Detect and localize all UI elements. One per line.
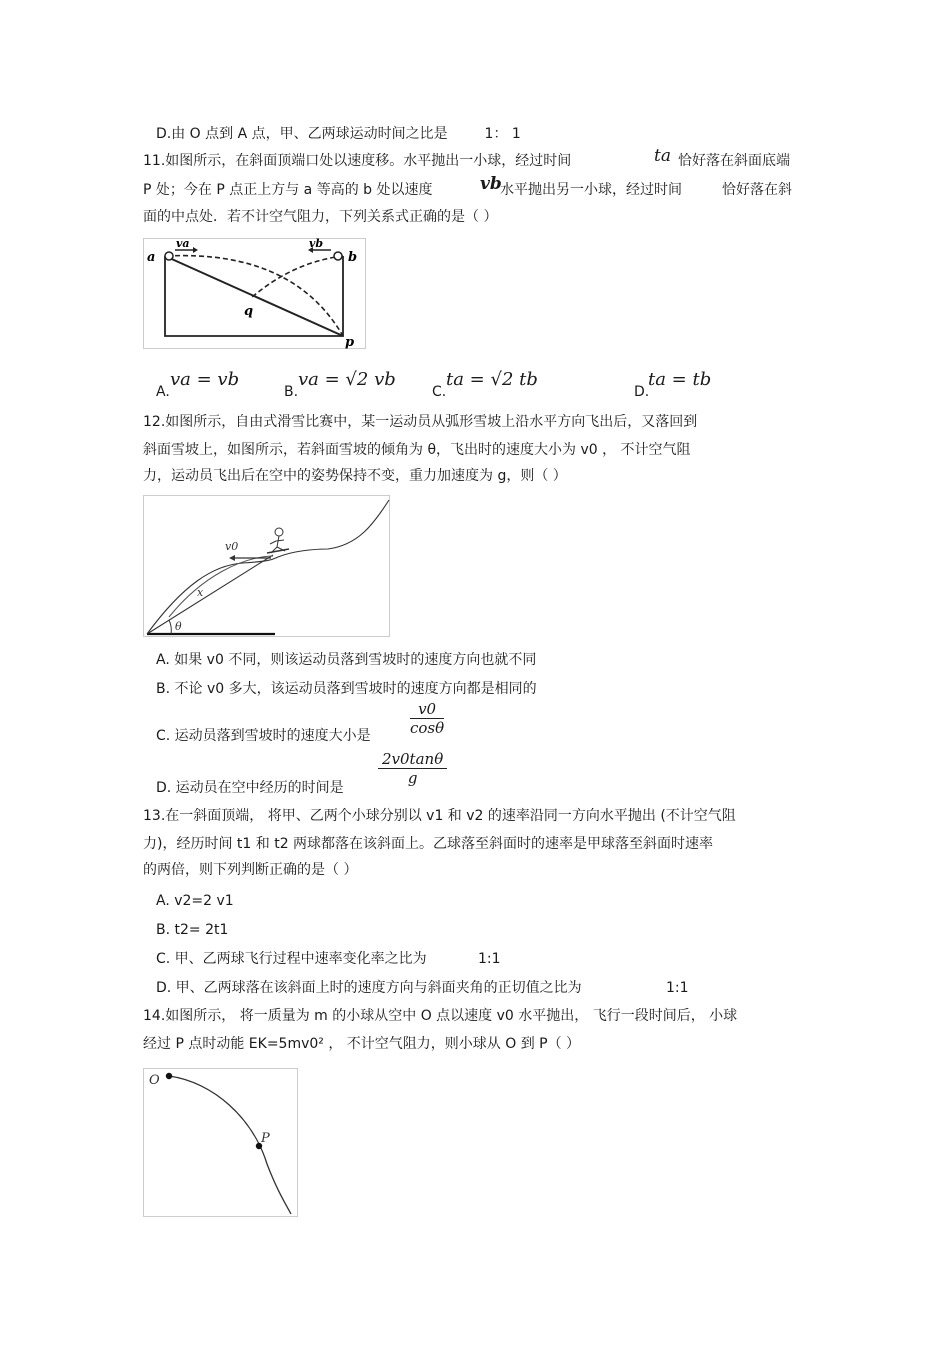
q13-stem-line2: 力)，经历时间 t1 和 t2 两球都落在该斜面上。乙球落至斜面时的速率是甲球落至斜面时速率 xyxy=(143,836,714,852)
q11-stem-line1 xyxy=(143,151,571,171)
q10-option-d xyxy=(156,124,521,144)
q10-option-d-ratio: 1： 1 xyxy=(484,126,521,142)
q11-option-b-formula: va = √2 vb xyxy=(298,369,396,390)
q13-stem-line1: 13.在一斜面顶端， 将甲、乙两个小球分别以 v1 和 v2 的速率沿同一方向水平抛出 (不计空气阻 xyxy=(143,808,736,824)
q11-option-b-letter: B. xyxy=(284,384,299,400)
q12-option-d-fraction xyxy=(378,750,447,787)
q13-option-d: D. 甲、乙两球落在该斜面上时的速度方向与斜面夹角的正切值之比为 xyxy=(156,980,582,996)
q11-line1-text: 11.如图所示，在斜面顶端口处以速度移。水平抛出一小球，经过时间 xyxy=(143,153,572,169)
q13-option-a: A. v2=2 v1 xyxy=(156,893,234,909)
q12-option-d-numerator: 2v0tanθ xyxy=(378,750,447,769)
q11-figure xyxy=(143,238,367,350)
q11-stem-line3: 面的中点处．若不计空气阻力，下列关系式正确的是（ ） xyxy=(143,209,498,225)
q11-option-c-formula: ta = √2 tb xyxy=(446,369,538,390)
q12-option-c: C. 运动员落到雪坡时的速度大小是 xyxy=(156,728,371,744)
q12-option-c-numerator: v0 xyxy=(410,700,444,719)
q11-figure-ball-a xyxy=(165,252,173,260)
q12-figure-label-theta: θ xyxy=(175,620,182,633)
q12-option-c-fraction xyxy=(410,700,444,737)
q11-figure-label-va: va xyxy=(176,238,190,250)
q12-stem-line3: 力，运动员飞出后在空中的姿势保持不变，重力加速度为 g，则（ ） xyxy=(143,468,567,484)
q13-option-d-ratio: 1:1 xyxy=(666,980,689,996)
q14-figure xyxy=(143,1068,301,1218)
q13-option-c: C. 甲、乙两球飞行过程中速率变化率之比为 xyxy=(156,951,427,967)
q12-figure xyxy=(143,495,391,637)
q11-stem-line2a: P 处；今在 P 点正上方与 a 等高的 b 处以速度 xyxy=(143,182,433,198)
q11-figure-ball-b xyxy=(334,252,342,260)
q12-option-c-denominator: cosθ xyxy=(410,719,445,737)
q11-symbol-ta: ta xyxy=(654,146,671,166)
q11-option-c-letter: C. xyxy=(432,384,447,400)
q14-stem-line1: 14.如图所示， 将一质量为 m 的小球从空中 O 点以速度 v0 水平抛出， 飞行一段时间后， 小球 xyxy=(143,1008,738,1024)
q11-stem-line2c: 恰好落在斜 xyxy=(722,182,792,198)
q11-figure-label-a: a xyxy=(147,250,156,265)
q12-option-b: B. 不论 v0 多大，该运动员落到雪坡时的速度方向都是相同的 xyxy=(156,681,537,697)
q11-figure-label-b: b xyxy=(348,250,358,265)
q12-option-d-denominator: g xyxy=(407,769,418,787)
q13-stem-line3: 的两倍，则下列判断正确的是（ ） xyxy=(143,862,358,878)
q11-option-d-letter: D. xyxy=(634,384,650,400)
q12-figure-label-x: x xyxy=(197,586,204,599)
q10-option-d-text: D.由 O 点到 A 点，甲、乙两球运动时间之比是 xyxy=(156,126,448,142)
q12-option-d: D. 运动员在空中经历的时间是 xyxy=(156,780,344,796)
q11-symbol-vb: vb xyxy=(480,174,502,194)
q11-figure-label-p: p xyxy=(345,335,355,350)
q12-stem-line1: 12.如图所示，自由式滑雪比赛中，某一运动员从弧形雪坡上沿水平方向飞出后，又落回到 xyxy=(143,414,698,430)
q12-option-a: A. 如果 v0 不同，则该运动员落到雪坡时的速度方向也就不同 xyxy=(156,652,537,668)
q13-option-c-ratio: 1:1 xyxy=(478,951,501,967)
q12-stem-line2: 斜面雪坡上，如图所示，若斜面雪坡的倾角为 θ，飞出时的速度大小为 v0 ， 不计空气阻 xyxy=(143,442,691,458)
q12-figure-label-v0: v0 xyxy=(225,540,239,553)
q13-option-b: B. t2= 2t1 xyxy=(156,922,229,938)
q11-option-d-formula: ta = tb xyxy=(648,369,712,390)
q11-figure-label-vb: vb xyxy=(309,238,324,250)
q11-figure-label-q: q xyxy=(244,304,254,319)
q14-stem-line2: 经过 P 点时动能 EK=5mv0² ， 不计空气阻力，则小球从 O 到 P（ ） xyxy=(143,1036,581,1052)
q11-stem-line2b: 水平抛出另一小球，经过时间 xyxy=(500,182,682,198)
q11-option-a-formula: va = vb xyxy=(170,369,240,390)
q14-figure-label-o: O xyxy=(149,1073,160,1088)
q11-line1-tail: 恰好落在斜面底端 xyxy=(678,153,790,169)
q14-figure-label-p: P xyxy=(261,1131,270,1146)
q14-figure-point-o xyxy=(166,1073,172,1079)
q11-option-a-letter: A. xyxy=(156,384,170,400)
